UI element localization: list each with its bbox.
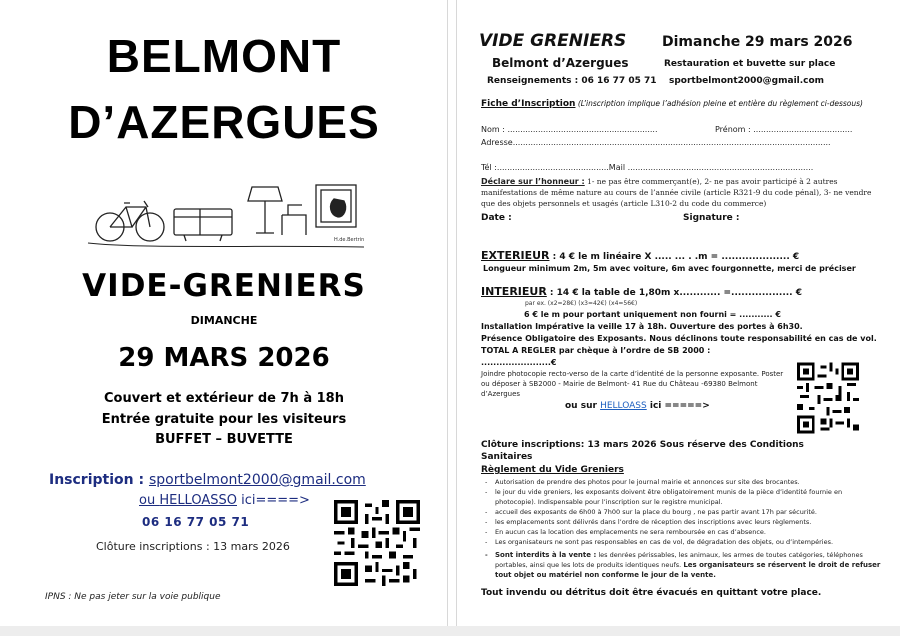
presence-note: Présence Obligatoire des Exposants. Nous déclinons toute responsabilité en cas de vol. <box>481 334 877 343</box>
poster-event-name: VIDE-GRENIERS <box>82 268 366 304</box>
online-prefix: ou sur <box>565 401 601 411</box>
joindre-note: Joindre photocopie recto-verso de la carte d’identité de la personne exposante. Poster ou déposer à SB2000 - Mairie de Belmont- 41 Rue du Château -69380 Belmont d’Azergues <box>481 370 784 398</box>
reserve-text: Les organisateurs se réservent le droit de refuser tout objet ou matériel non conforme le jour de la vente. <box>495 561 881 579</box>
exterieur-label: EXTERIEUR <box>481 249 550 262</box>
form-header-title: VIDE GRENIERS <box>479 31 627 51</box>
adresse-field[interactable]: Adresse............................................................................................................................. <box>481 138 831 147</box>
poster-ipns-note: IPNS : Ne pas jeter sur la voie publique <box>45 592 221 602</box>
poster-helloasso <box>139 493 310 508</box>
form-restauration: Restauration et buvette sur place <box>664 59 836 69</box>
declaration-text: 1- ne pas être commerçant(e), 2- ne pas avoir participé à 2 autres manifestations de même nature au cours de l’année civile (article R321-9 du code pénal), 3- ne vendre que des objets personnels et usagés (article L310-2 du code du commerce) <box>481 177 872 208</box>
form-header-date: Dimanche 29 mars 2026 <box>662 34 853 50</box>
list-item: - Autorisation de prendre des photos pour le journal mairie et annonces sur site des brocantes. <box>481 477 881 487</box>
declaration-honneur <box>481 176 876 209</box>
poster-inscription <box>49 472 366 488</box>
tel-mail-field[interactable]: Tél :............................................Mail ......................................................................... <box>481 163 814 172</box>
fiche-note: (L’inscription implique l’adhésion pleine et entière du règlement ci-dessous) <box>575 99 863 108</box>
poster-title-line2: D’AZERGUES <box>68 96 380 148</box>
fiche-title: Fiche d’Inscription <box>481 99 576 109</box>
interieur-label: INTERIEUR <box>481 285 547 298</box>
online-registration <box>565 401 710 411</box>
poster-day: DIMANCHE <box>190 314 258 327</box>
list-item: - les emplacements sont délivrés dans l’ordre de réception des inscriptions avec leurs règlements. <box>481 517 881 527</box>
interieur-example: par ex. (x2=28€) (x3=42€) (x4=56€) <box>525 300 638 307</box>
poster-closing: Clôture inscriptions : 13 mars 2026 <box>96 540 290 553</box>
qr-code-icon[interactable] <box>334 500 420 586</box>
inscription-label: Inscription <box>49 472 134 488</box>
svg-text:H.de.Bertrin: H.de.Bertrin <box>334 237 365 243</box>
page-shadow <box>0 626 900 636</box>
poster-helloasso-link[interactable]: HELLOASSO <box>159 493 237 508</box>
list-item: - le jour du vide greniers, les exposants doivent être obligatoirement munis de la pièce d’identité fournie en photocopie). Indispensable pour l’inscription sur le registre municipal. <box>481 487 881 507</box>
prenom-field[interactable]: Prénom : ....................................... <box>715 125 853 134</box>
poster-entry: Entrée gratuite pour les visiteurs <box>101 412 347 427</box>
interdits-text: les denrées périssables, les animaux, les armes de toutes catégories, téléphones portables, ainsi que les lots de produits identiques neufs. <box>495 551 863 569</box>
total-amount-field[interactable]: .......................€ <box>481 358 557 367</box>
registration-form-page <box>456 0 900 628</box>
online-arrow: ici =====> <box>646 401 710 411</box>
final-note: Tout invendu ou détritus doit être évacués en quittant votre place. <box>481 588 822 598</box>
form-fiche-heading <box>481 99 863 109</box>
trunk-drawing <box>174 209 232 235</box>
date-field[interactable]: Date : <box>481 213 512 223</box>
helloasso-arrow: ici====> <box>236 493 310 508</box>
total-label: TOTAL A REGLER par chèque à l’ordre de SB 2000 : <box>481 346 711 355</box>
exterieur-note: Longueur minimum 2m, 5m avec voiture, 6m avec fourgonnette, merci de préciser <box>483 264 856 273</box>
poster-page <box>0 0 448 628</box>
form-town: Belmont d’Azergues <box>492 56 629 70</box>
portant-line[interactable]: 6 € le m pour portant uniquement non fourni = ........... € <box>524 310 781 319</box>
reglement-title: Règlement du Vide Greniers <box>481 465 624 475</box>
nom-field[interactable]: Nom : ........................................................... <box>481 125 658 134</box>
list-item: - En aucun cas la location des emplacements ne sera remboursée en cas d’absence. <box>481 527 881 537</box>
list-item: - accueil des exposants de 6h00 à 7h00 sur la place du bourg , ne pas partir avant 17h par sécurité. <box>481 507 881 517</box>
helloasso-link[interactable]: HELLOASS <box>600 401 647 411</box>
poster-date: 29 MARS 2026 <box>118 343 330 373</box>
poster-title-line1: BELMONT <box>106 30 342 82</box>
poster-buffet: BUFFET – BUVETTE <box>155 432 293 447</box>
interdits-title: Sont interdits à la vente : <box>495 551 597 559</box>
poster-phone: 06 16 77 05 71 <box>142 515 250 529</box>
exterieur-line <box>481 249 799 262</box>
signature-field[interactable]: Signature : <box>683 213 740 223</box>
form-closing: Clôture inscriptions: 13 mars 2026 Sous réserve des Conditions Sanitaires <box>481 440 804 462</box>
reglement-list <box>481 477 881 547</box>
poster-hours: Couvert et extérieur de 7h à 18h <box>104 391 344 406</box>
form-contact-email[interactable]: sportbelmont2000@gmail.com <box>669 76 825 86</box>
brocante-illustration <box>82 175 370 253</box>
exterieur-text[interactable]: : 4 € le m linéaire X ..... ... . .m = .................... € <box>549 252 800 262</box>
form-contact-phone: Renseignements : 06 16 77 05 71 <box>487 76 657 86</box>
qr-code-icon[interactable] <box>797 362 859 434</box>
list-item: - Les organisateurs ne sont pas responsables en cas de vol, de dégradation des objets, ou d’intempéries. <box>481 537 881 547</box>
interieur-line <box>481 285 802 298</box>
poster-email-link[interactable]: sportbelmont2000@gmail.com <box>148 472 366 488</box>
helloasso-prefix: ou <box>139 493 160 508</box>
declaration-title: Déclare sur l’honneur : <box>481 177 585 186</box>
lamp-drawing <box>248 187 282 201</box>
interdits-paragraph <box>481 550 881 580</box>
installation-note: Installation Impérative la veille 17 à 18h. Ouverture des portes à 6h30. <box>481 322 803 331</box>
interieur-text[interactable]: : 14 € la table de 1,80m x............ =.................. € <box>546 288 802 298</box>
inscription-separator: : <box>133 472 149 488</box>
